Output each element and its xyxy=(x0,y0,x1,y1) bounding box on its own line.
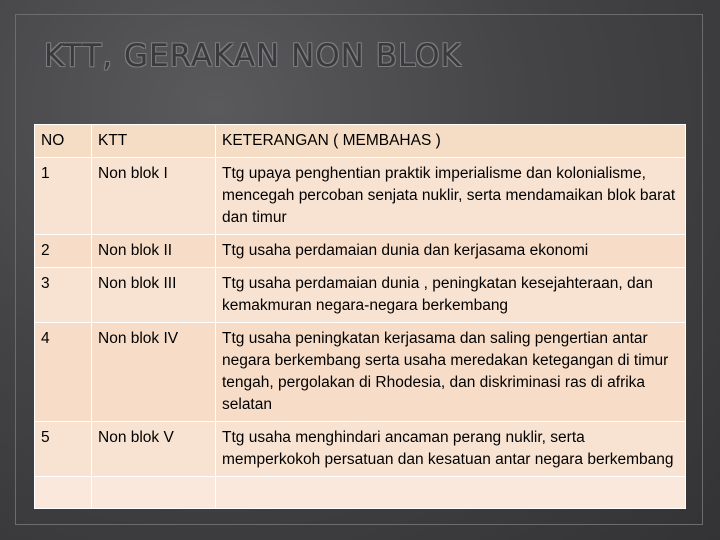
cell-no: 2 xyxy=(35,235,92,268)
cell-ktt: Non blok IV xyxy=(92,323,216,422)
table-row xyxy=(35,235,686,268)
cell-keterangan: Ttg usaha perdamaian dunia , peningkatan kesejahteraan, dan kemakmuran negara-negara berkembang xyxy=(216,268,686,323)
header-no: NO xyxy=(35,125,92,158)
cell-no: 5 xyxy=(35,422,92,477)
cell-keterangan: Ttg usaha peningkatan kerjasama dan saling pengertian antar negara berkembang serta usaha meredakan ketegangan di timur tengah, pergolakan di Rhodesia, dan diskriminasi ras di afrika selatan xyxy=(216,323,686,422)
slide-title: KTT, GERAKAN NON BLOK xyxy=(44,38,462,74)
table-row xyxy=(35,268,686,323)
cell-ktt: Non blok I xyxy=(92,158,216,235)
cell-no: 4 xyxy=(35,323,92,422)
cell-ktt: Non blok V xyxy=(92,422,216,477)
cell-empty xyxy=(216,477,686,509)
cell-empty xyxy=(35,477,92,509)
table-row xyxy=(35,323,686,422)
table-row xyxy=(35,422,686,477)
table-row xyxy=(35,158,686,235)
header-keterangan: KETERANGAN ( MEMBAHAS ) xyxy=(216,125,686,158)
cell-keterangan: Ttg upaya penghentian praktik imperialisme dan kolonialisme, mencegah percoban senjata nuklir, serta mendamaikan blok barat dan timur xyxy=(216,158,686,235)
cell-ktt: Non blok III xyxy=(92,268,216,323)
table-empty-row xyxy=(35,477,686,509)
table-header-row xyxy=(35,125,686,158)
cell-no: 3 xyxy=(35,268,92,323)
cell-no: 1 xyxy=(35,158,92,235)
cell-empty xyxy=(92,477,216,509)
cell-keterangan: Ttg usaha menghindari ancaman perang nuklir, serta memperkokoh persatuan dan kesatuan antar negara berkembang xyxy=(216,422,686,477)
ktt-table xyxy=(34,124,686,509)
cell-ktt: Non blok II xyxy=(92,235,216,268)
header-ktt: KTT xyxy=(92,125,216,158)
cell-keterangan: Ttg usaha perdamaian dunia dan kerjasama ekonomi xyxy=(216,235,686,268)
